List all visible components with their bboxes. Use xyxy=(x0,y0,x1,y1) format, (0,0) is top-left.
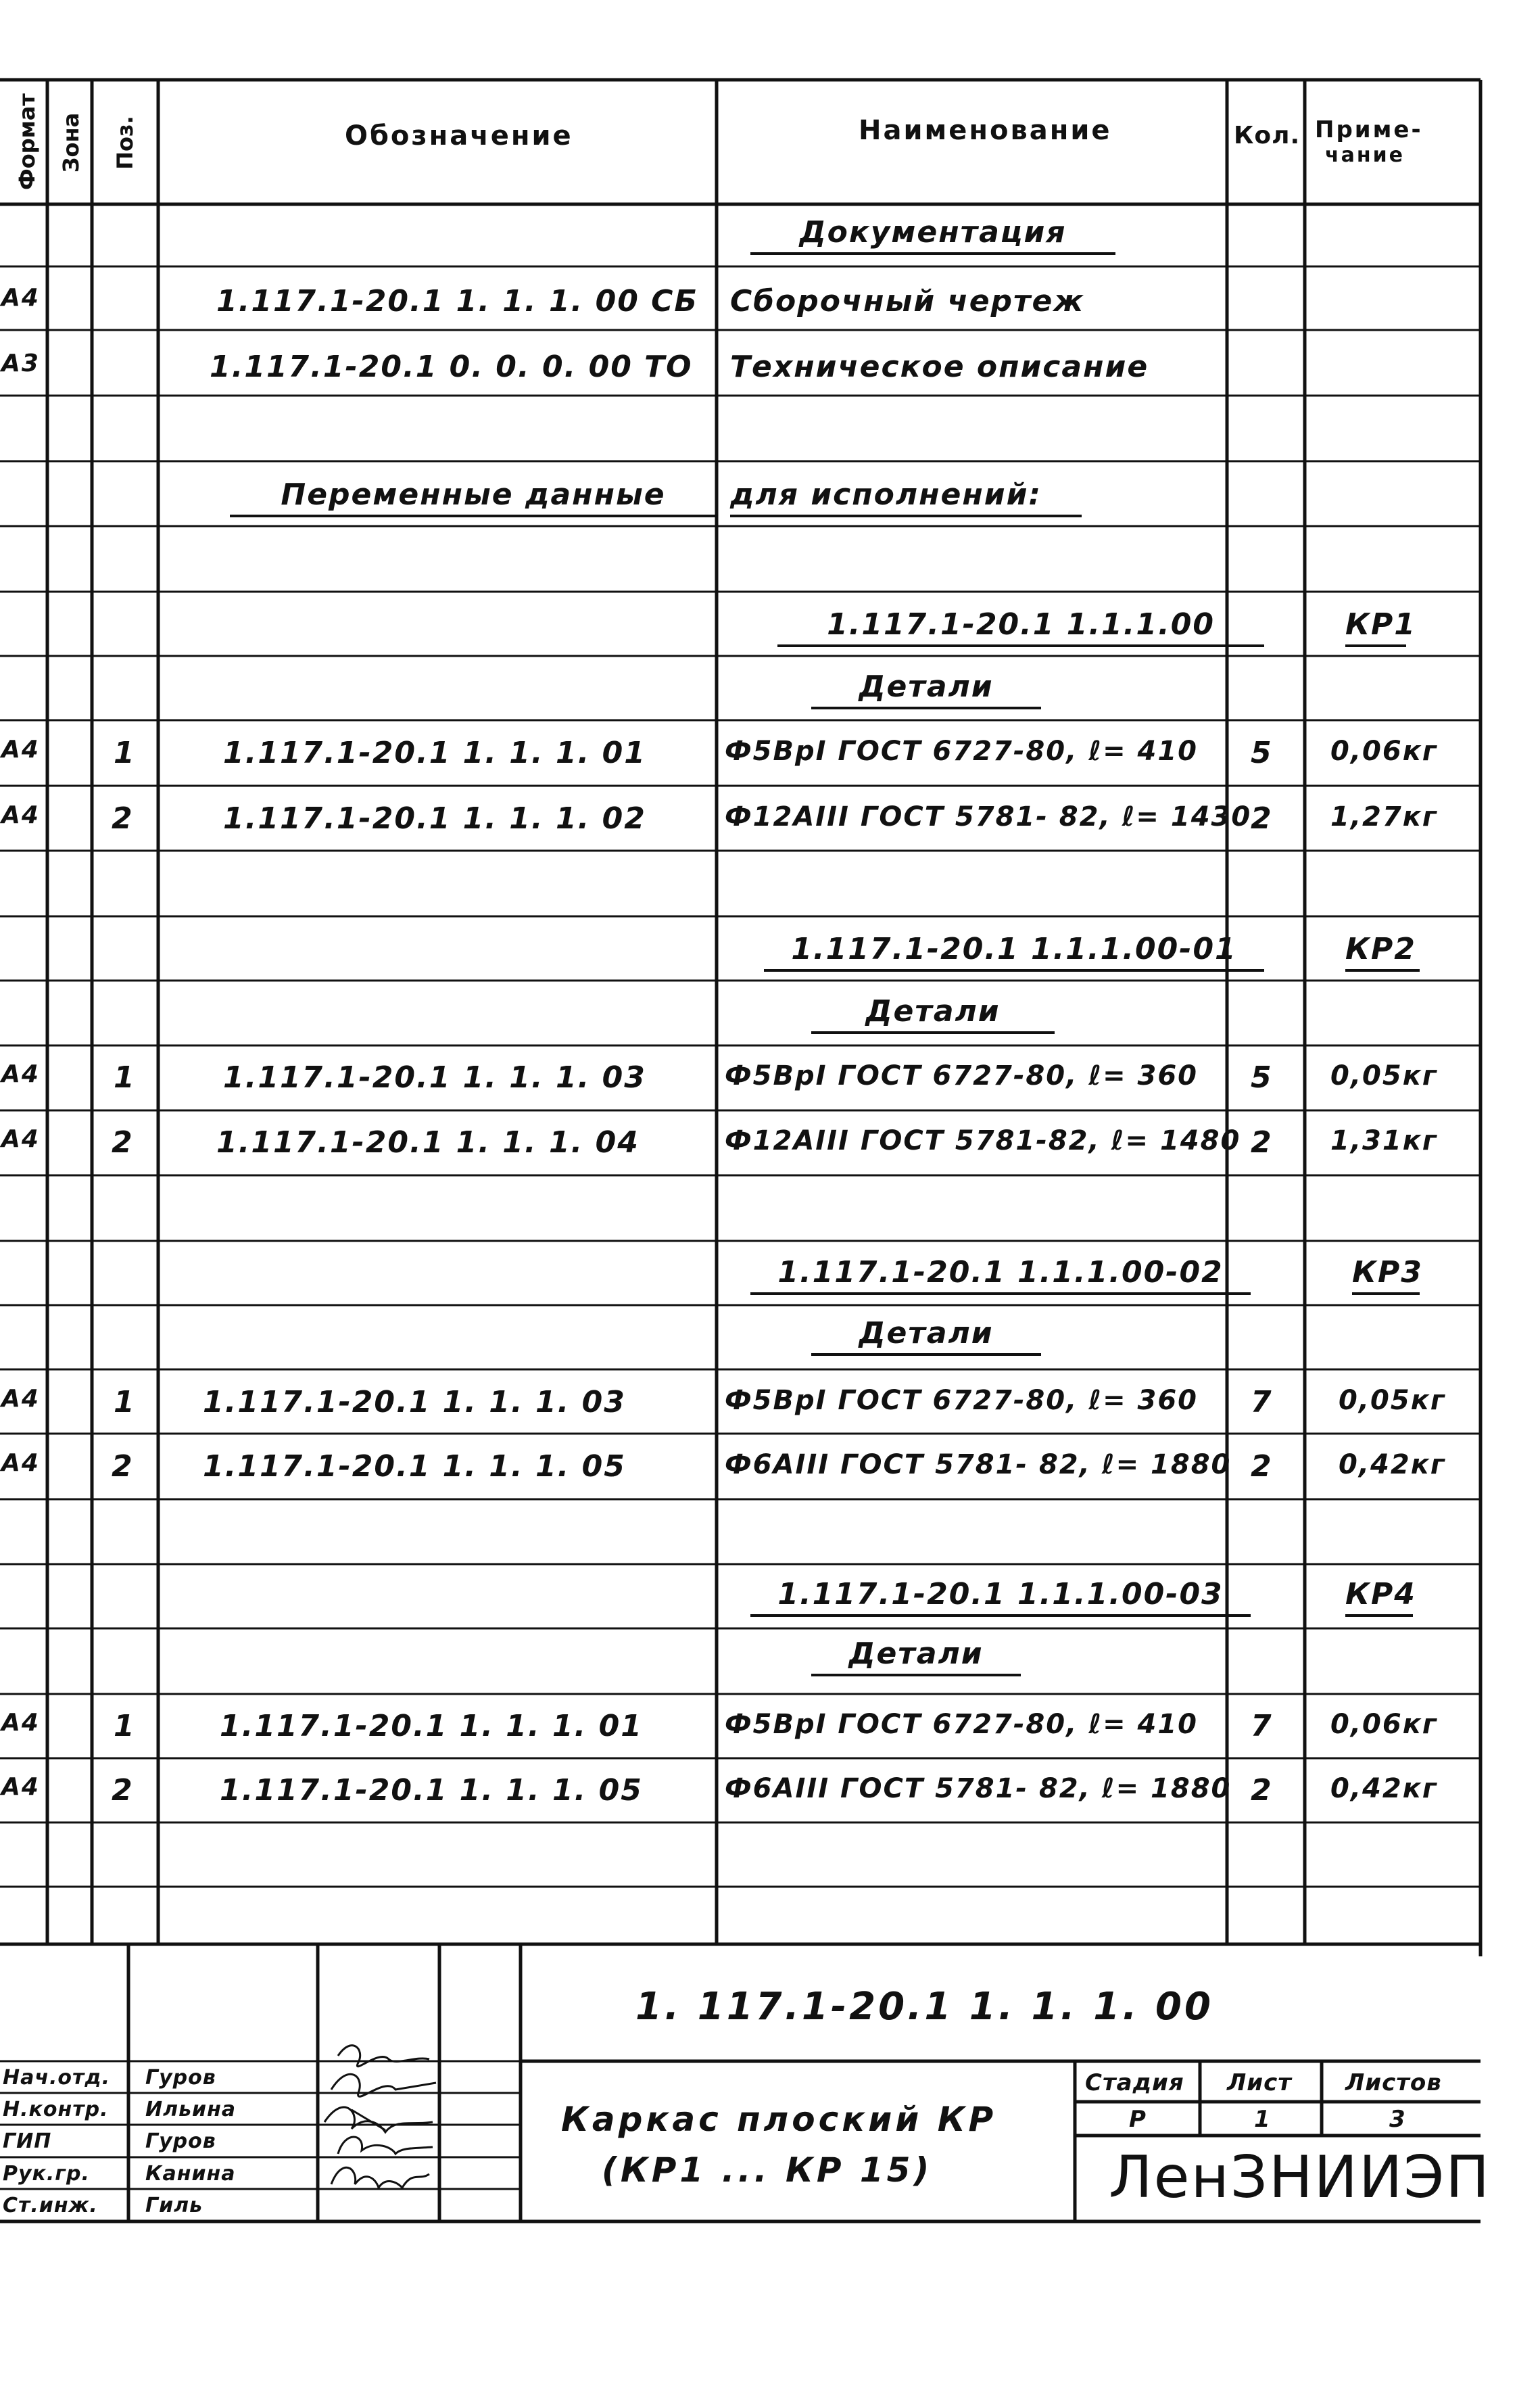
g2-p1-qty: 5 xyxy=(1251,1060,1273,1095)
g4-designation: 1.117.1-20.1 1.1.1.00-03 xyxy=(750,1577,1251,1617)
doc1-format: А4 xyxy=(1,284,40,312)
g3-p2-qty: 2 xyxy=(1251,1449,1273,1484)
g2-note: КР2 xyxy=(1345,932,1420,972)
header-name: Наименование xyxy=(859,115,1112,146)
g1-p2-note: 1,27кг xyxy=(1330,801,1438,832)
title-line-2: (КР1 ... КР 15) xyxy=(602,2150,933,2190)
g4-p1-qty: 7 xyxy=(1251,1709,1273,1743)
name-1: Ильина xyxy=(145,2098,237,2121)
g3-p1-qty: 7 xyxy=(1251,1385,1273,1419)
g1-p1-pos: 1 xyxy=(114,736,136,770)
g4-p2-designation: 1.117.1-20.1 1. 1. 1. 05 xyxy=(220,1773,643,1808)
g4-p1-pos: 1 xyxy=(114,1709,136,1743)
sheet-label: Лист xyxy=(1227,2069,1292,2096)
g3-note: КР3 xyxy=(1352,1255,1420,1295)
stage-value: Р xyxy=(1129,2106,1147,2133)
g2-designation: 1.117.1-20.1 1.1.1.00-01 xyxy=(764,932,1264,972)
g3-p1-designation: 1.117.1-20.1 1. 1. 1. 03 xyxy=(203,1385,626,1419)
g2-p2-format: А4 xyxy=(1,1125,40,1153)
g3-p2-name: Ф6АIII ГОСТ 5781- 82, ℓ= 1880 xyxy=(725,1449,1232,1480)
name-2: Гуров xyxy=(145,2129,216,2153)
role-0: Нач.отд. xyxy=(3,2066,110,2090)
g1-p1-note: 0,06кг xyxy=(1330,736,1438,767)
g3-p2-pos: 2 xyxy=(112,1449,134,1484)
g4-p2-qty: 2 xyxy=(1251,1773,1273,1808)
doc1-designation: 1.117.1-20.1 1. 1. 1. 00 СБ xyxy=(216,284,698,319)
g2-p2-note: 1,31кг xyxy=(1330,1125,1438,1156)
doc2-designation: 1.117.1-20.1 0. 0. 0. 00 ТО xyxy=(210,350,693,384)
g4-p2-name: Ф6АIII ГОСТ 5781- 82, ℓ= 1880 xyxy=(725,1773,1232,1804)
g2-p1-note: 0,05кг xyxy=(1330,1060,1438,1091)
g3-p2-note: 0,42кг xyxy=(1339,1449,1446,1480)
header-zone: Зона xyxy=(58,112,84,173)
g1-designation: 1.117.1-20.1 1.1.1.00 xyxy=(777,607,1264,647)
name-3: Канина xyxy=(145,2162,236,2186)
role-1: Н.контр. xyxy=(3,2098,109,2121)
variable-data-right: для исполнений: xyxy=(730,477,1082,517)
g2-p2-qty: 2 xyxy=(1251,1125,1273,1160)
doc2-format: А3 xyxy=(1,350,40,377)
g4-p1-name: Ф5ВрI ГОСТ 6727-80, ℓ= 410 xyxy=(725,1709,1199,1740)
g3-p1-note: 0,05кг xyxy=(1339,1385,1446,1416)
g2-p2-pos: 2 xyxy=(112,1125,134,1160)
g4-p1-note: 0,06кг xyxy=(1330,1709,1438,1740)
header-pos: Поз. xyxy=(112,116,138,170)
g1-p1-designation: 1.117.1-20.1 1. 1. 1. 01 xyxy=(223,736,646,770)
g1-p2-pos: 2 xyxy=(112,801,134,836)
title-line-1: Каркас плоский КР xyxy=(561,2100,997,2139)
role-3: Рук.гр. xyxy=(3,2162,90,2186)
doc-number: 1. 117.1-20.1 1. 1. 1. 00 xyxy=(635,1985,1213,2029)
g1-note: КР1 xyxy=(1345,607,1406,647)
header-designation: Обозначение xyxy=(345,120,573,151)
g4-note: КР4 xyxy=(1345,1577,1413,1617)
g1-details: Детали xyxy=(811,669,1041,709)
doc2-name: Техническое описание xyxy=(730,350,1149,384)
g2-p2-name: Ф12АIII ГОСТ 5781-82, ℓ= 1480 xyxy=(725,1125,1241,1156)
g2-p2-designation: 1.117.1-20.1 1. 1. 1. 04 xyxy=(216,1125,640,1160)
sheet-value: 1 xyxy=(1254,2106,1271,2133)
name-0: Гуров xyxy=(145,2066,216,2090)
stage-label: Стадия xyxy=(1085,2069,1184,2096)
g1-p1-qty: 5 xyxy=(1251,736,1273,770)
g4-p2-note: 0,42кг xyxy=(1330,1773,1438,1804)
g4-p1-format: А4 xyxy=(1,1709,40,1737)
sheets-value: 3 xyxy=(1389,2106,1406,2133)
g3-designation: 1.117.1-20.1 1.1.1.00-02 xyxy=(750,1255,1251,1295)
variable-data-left: Переменные данные xyxy=(230,477,717,517)
g1-p1-name: Ф5ВрI ГОСТ 6727-80, ℓ= 410 xyxy=(725,736,1199,767)
sheets-label: Листов xyxy=(1345,2069,1442,2096)
section-documentation: Документация xyxy=(750,215,1115,255)
g3-p2-format: А4 xyxy=(1,1449,40,1477)
g1-p2-designation: 1.117.1-20.1 1. 1. 1. 02 xyxy=(223,801,646,836)
g1-p2-format: А4 xyxy=(1,801,40,829)
header-note-2: чание xyxy=(1325,143,1405,167)
name-4: Гиль xyxy=(145,2194,203,2217)
header-note-1: Приме- xyxy=(1315,116,1423,143)
signatures xyxy=(324,2046,436,2188)
g4-details: Детали xyxy=(811,1636,1021,1676)
header-qty: Кол. xyxy=(1234,122,1301,149)
g3-details: Детали xyxy=(811,1316,1041,1356)
g1-p1-format: А4 xyxy=(1,736,40,763)
role-2: ГИП xyxy=(3,2129,52,2153)
g2-p1-name: Ф5ВрI ГОСТ 6727-80, ℓ= 360 xyxy=(725,1060,1199,1091)
g3-p2-designation: 1.117.1-20.1 1. 1. 1. 05 xyxy=(203,1449,626,1484)
g2-details: Детали xyxy=(811,994,1055,1034)
g2-p1-designation: 1.117.1-20.1 1. 1. 1. 03 xyxy=(223,1060,646,1095)
g1-p2-name: Ф12АIII ГОСТ 5781- 82, ℓ= 1430 xyxy=(725,801,1252,832)
g4-p2-format: А4 xyxy=(1,1773,40,1801)
doc1-name: Сборочный чертеж xyxy=(730,284,1085,319)
g3-p1-format: А4 xyxy=(1,1385,40,1413)
g1-p2-qty: 2 xyxy=(1251,801,1273,836)
g2-p1-pos: 1 xyxy=(114,1060,136,1095)
organization-name: ЛенЗНИИЭП xyxy=(1109,2144,1491,2211)
g4-p1-designation: 1.117.1-20.1 1. 1. 1. 01 xyxy=(220,1709,643,1743)
role-4: Ст.инж. xyxy=(3,2194,98,2217)
g3-p1-name: Ф5ВрI ГОСТ 6727-80, ℓ= 360 xyxy=(725,1385,1199,1416)
header-format: Формат xyxy=(14,93,40,190)
g3-p1-pos: 1 xyxy=(114,1385,136,1419)
g4-p2-pos: 2 xyxy=(112,1773,134,1808)
g2-p1-format: А4 xyxy=(1,1060,40,1088)
